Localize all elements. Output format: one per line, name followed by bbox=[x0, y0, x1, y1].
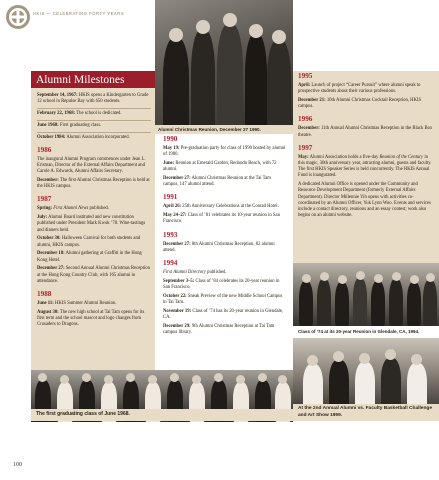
entry: October 30: Halloween Carnival for both students and alumni, HKIS campus. bbox=[37, 236, 141, 248]
year-heading: 1997 bbox=[298, 143, 313, 152]
year-heading: 1990 bbox=[163, 135, 178, 143]
column-2 bbox=[163, 130, 287, 339]
entry: May: Alumni Association holds a five-day Reunion of the Century in this magic, 30th anniversary year, attracting alumni, guests and faculty. The first HKIS Speaker Series is held concurrently. The HKIS Annual Fund is inaugurated. bbox=[298, 154, 432, 179]
entry: December: The first Alumni Christmas Reception is held at the HKIS campus. bbox=[37, 178, 150, 190]
christmas-reunion-photo bbox=[155, 0, 293, 134]
header-tagline: HKIS — CELEBRATING FORTY YEARS bbox=[33, 11, 125, 16]
column-3 bbox=[298, 67, 434, 222]
year-heading: 1996 bbox=[298, 115, 313, 124]
entry: June 11: HKIS Summer Alumni Reunion. bbox=[37, 301, 117, 307]
entry: The inaugural Alumni Program commences under Jean L. Erisman, Director of the External Affairs Department and Carole A. Edwards, Alumni Affairs Secretary. bbox=[37, 156, 146, 175]
basketball-challenge-photo bbox=[293, 338, 439, 410]
entry: October 1984: Alumni Association incorporated. bbox=[37, 134, 130, 140]
entry: September 14, 1967: HKIS opens a Kindergarten to Grade 12 school in Repulse Bay with 650 students. bbox=[37, 93, 149, 105]
entry: December 27: 8th Alumni Christmas Reception, 82 alumni attend. bbox=[163, 241, 275, 253]
year-heading: 1994 bbox=[163, 259, 178, 268]
milestones-title: Alumni Milestones bbox=[31, 71, 155, 88]
entry: February 22, 1968: The school is dedicated. bbox=[37, 111, 122, 116]
entry: June: Reunion at Emerald Garden, Redondo Beach, with 72 alumni. bbox=[163, 161, 277, 173]
class-74-reunion-photo bbox=[293, 263, 439, 326]
graduating-caption: The first graduating class of June 1968. bbox=[36, 411, 130, 417]
entry: First Alumni Directory published. bbox=[163, 270, 227, 276]
year-heading: 1987 bbox=[37, 195, 52, 204]
entry: September 3–5: Class of ’84 celebrates its 20-year reunion in San Francisco. bbox=[163, 278, 280, 291]
entry: December 29: 9th Alumni Christmas Reception at Tai Tam campus library. bbox=[163, 323, 275, 336]
hkis-logo bbox=[5, 4, 31, 30]
entry: December 21: 10th Alumni Christmas Cocktail Reception, HKIS campus. bbox=[298, 98, 422, 110]
entry: April: Launch of project “Career Pursuit” where alumni speak to prospective students about their various professions. bbox=[298, 83, 421, 95]
year-heading: 1991 bbox=[163, 193, 178, 202]
entry: December: 11th Annual Alumni Christmas Reception in the Black Box theatre. bbox=[298, 126, 433, 138]
page-number: 100 bbox=[13, 462, 22, 468]
entry: December 18: Alumni gathering at Graffiti in the Hong Kong Hotel. bbox=[37, 251, 142, 263]
entry: May 24–27: Class of ’81 celebrates its 10-year reunion in San Francisco. bbox=[163, 213, 280, 225]
year-heading: 1988 bbox=[37, 290, 52, 299]
entry: June 1968: First graduating class. bbox=[37, 122, 102, 128]
class-74-caption: Class of ’74 at its 20-year Reunion in Glendale, CA, 1994. bbox=[298, 329, 420, 334]
column-1 bbox=[37, 93, 151, 331]
entry: November 19: Class of ’74 has its 20-year reunion in Glendale, CA. bbox=[163, 308, 284, 321]
year-heading: 1995 bbox=[298, 72, 313, 80]
entry: October 22: Sneak Preview of the new Middle School Campus in Tai Tam. bbox=[163, 293, 283, 306]
entry: July: Alumni Board instituted and new constitution published under President Mark Kwok ’78. Wine-tastings and dinners held. bbox=[37, 215, 146, 233]
entry: April 26: 25th Anniversary Celebrations at the Conrad Hotel. bbox=[163, 204, 279, 210]
entry: A dedicated Alumni Office is opened under the Community and Resource Development Department (formerly External Affairs Department). Director Millennie Yih opens with activities co-coordinated by an Alumni Officer, Yuk Lynn Woo. Events and services include a contact directory, reunions and an essay contest; work also begins on an alumni website. bbox=[298, 182, 431, 219]
entry: August 30: The new high school at Tai Tam opens for its first term and the school mascot and logo changes from Crusaders to Dragons. bbox=[37, 309, 145, 328]
christmas-caption: Alumni Christmas Reunion, December 27 1990. bbox=[158, 127, 261, 132]
year-heading: 1986 bbox=[37, 145, 52, 154]
year-heading: 1993 bbox=[163, 230, 178, 239]
entry: Spring: First Alumni News published. bbox=[37, 206, 109, 212]
basketball-caption: At the 2nd Annual Alumni vs. Faculty Basketball Challenge and Art Show 1999. bbox=[298, 406, 432, 418]
entry: December 27: Second Annual Alumni Christmas Reception at the Hong Kong Country Club, with 165 alumni in attendance. bbox=[37, 266, 150, 284]
entry: December 27: Alumni Christmas Reunion at the Tai Tam campus, 147 alumni attend. bbox=[163, 176, 271, 188]
entry: May 19: Pre-graduation party for class of 1990 hosted by alumni of 1980. bbox=[163, 146, 286, 158]
